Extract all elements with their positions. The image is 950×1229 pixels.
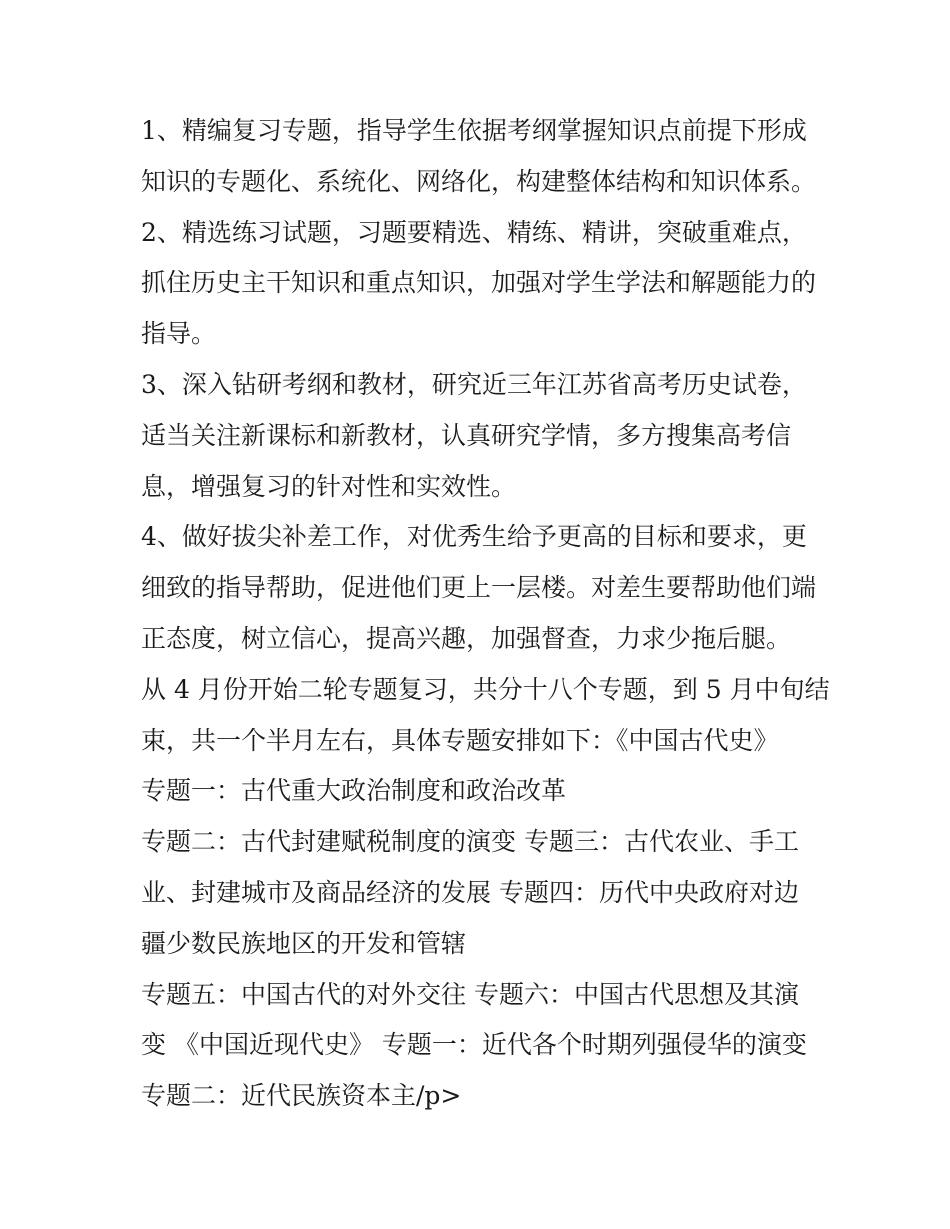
text-line: 专题五：中国古代的对外交往 专题六：中国古代思想及其演 (141, 979, 799, 1009)
text-line: 从 4 月份开始二轮专题复习，共分十八个专题，到 5 月中旬结 (141, 674, 830, 704)
text-line: 束，共一个半月左右，具体专题安排如下：《中国古代史》 (141, 725, 779, 755)
text-line: 2、精选练习试题，习题要精选、精练、精讲，突破重难点， (141, 217, 807, 247)
text-line: 息，增强复习的针对性和实效性。 (141, 471, 517, 501)
text-line: 3、深入钻研考纲和教材，研究近三年江苏省高考历史试卷， (141, 369, 807, 399)
text-line: 专题二：近代民族资本主/p> (141, 1081, 462, 1111)
text-line: 4、做好拔尖补差工作，对优秀生给予更高的目标和要求，更 (141, 522, 807, 552)
text-line: 专题一：古代重大政治制度和政治改革 (141, 776, 567, 806)
text-line: 业、封建城市及商品经济的发展 专题四：历代中央政府对边 (141, 877, 799, 907)
text-line: 1、精编复习专题，指导学生依据考纲掌握知识点前提下形成 (141, 116, 807, 145)
text-line: 知识的专题化、系统化、网络化，构建整体结构和知识体系。 (141, 166, 817, 196)
text-line: 指导。 (141, 319, 217, 349)
text-line: 适当关注新课标和新教材，认真研究学情，多方搜集高考信 (141, 420, 792, 450)
text-line: 疆少数民族地区的开发和管辖 (141, 928, 467, 958)
text-line: 细致的指导帮助，促进他们更上一层楼。对差生要帮助他们端 (141, 573, 817, 603)
text-line: 抓住历史主干知识和重点知识，加强对学生学法和解题能力的 (141, 268, 817, 298)
document-body (141, 106, 830, 1122)
text-line: 专题二：古代封建赋税制度的演变 专题三：古代农业、手工 (141, 827, 799, 857)
text-line: 变 《中国近现代史》 专题一：近代各个时期列强侵华的演变 (141, 1030, 807, 1060)
text-line: 正态度，树立信心，提高兴趣，加强督查，力求少拖后腿。 (141, 623, 792, 653)
